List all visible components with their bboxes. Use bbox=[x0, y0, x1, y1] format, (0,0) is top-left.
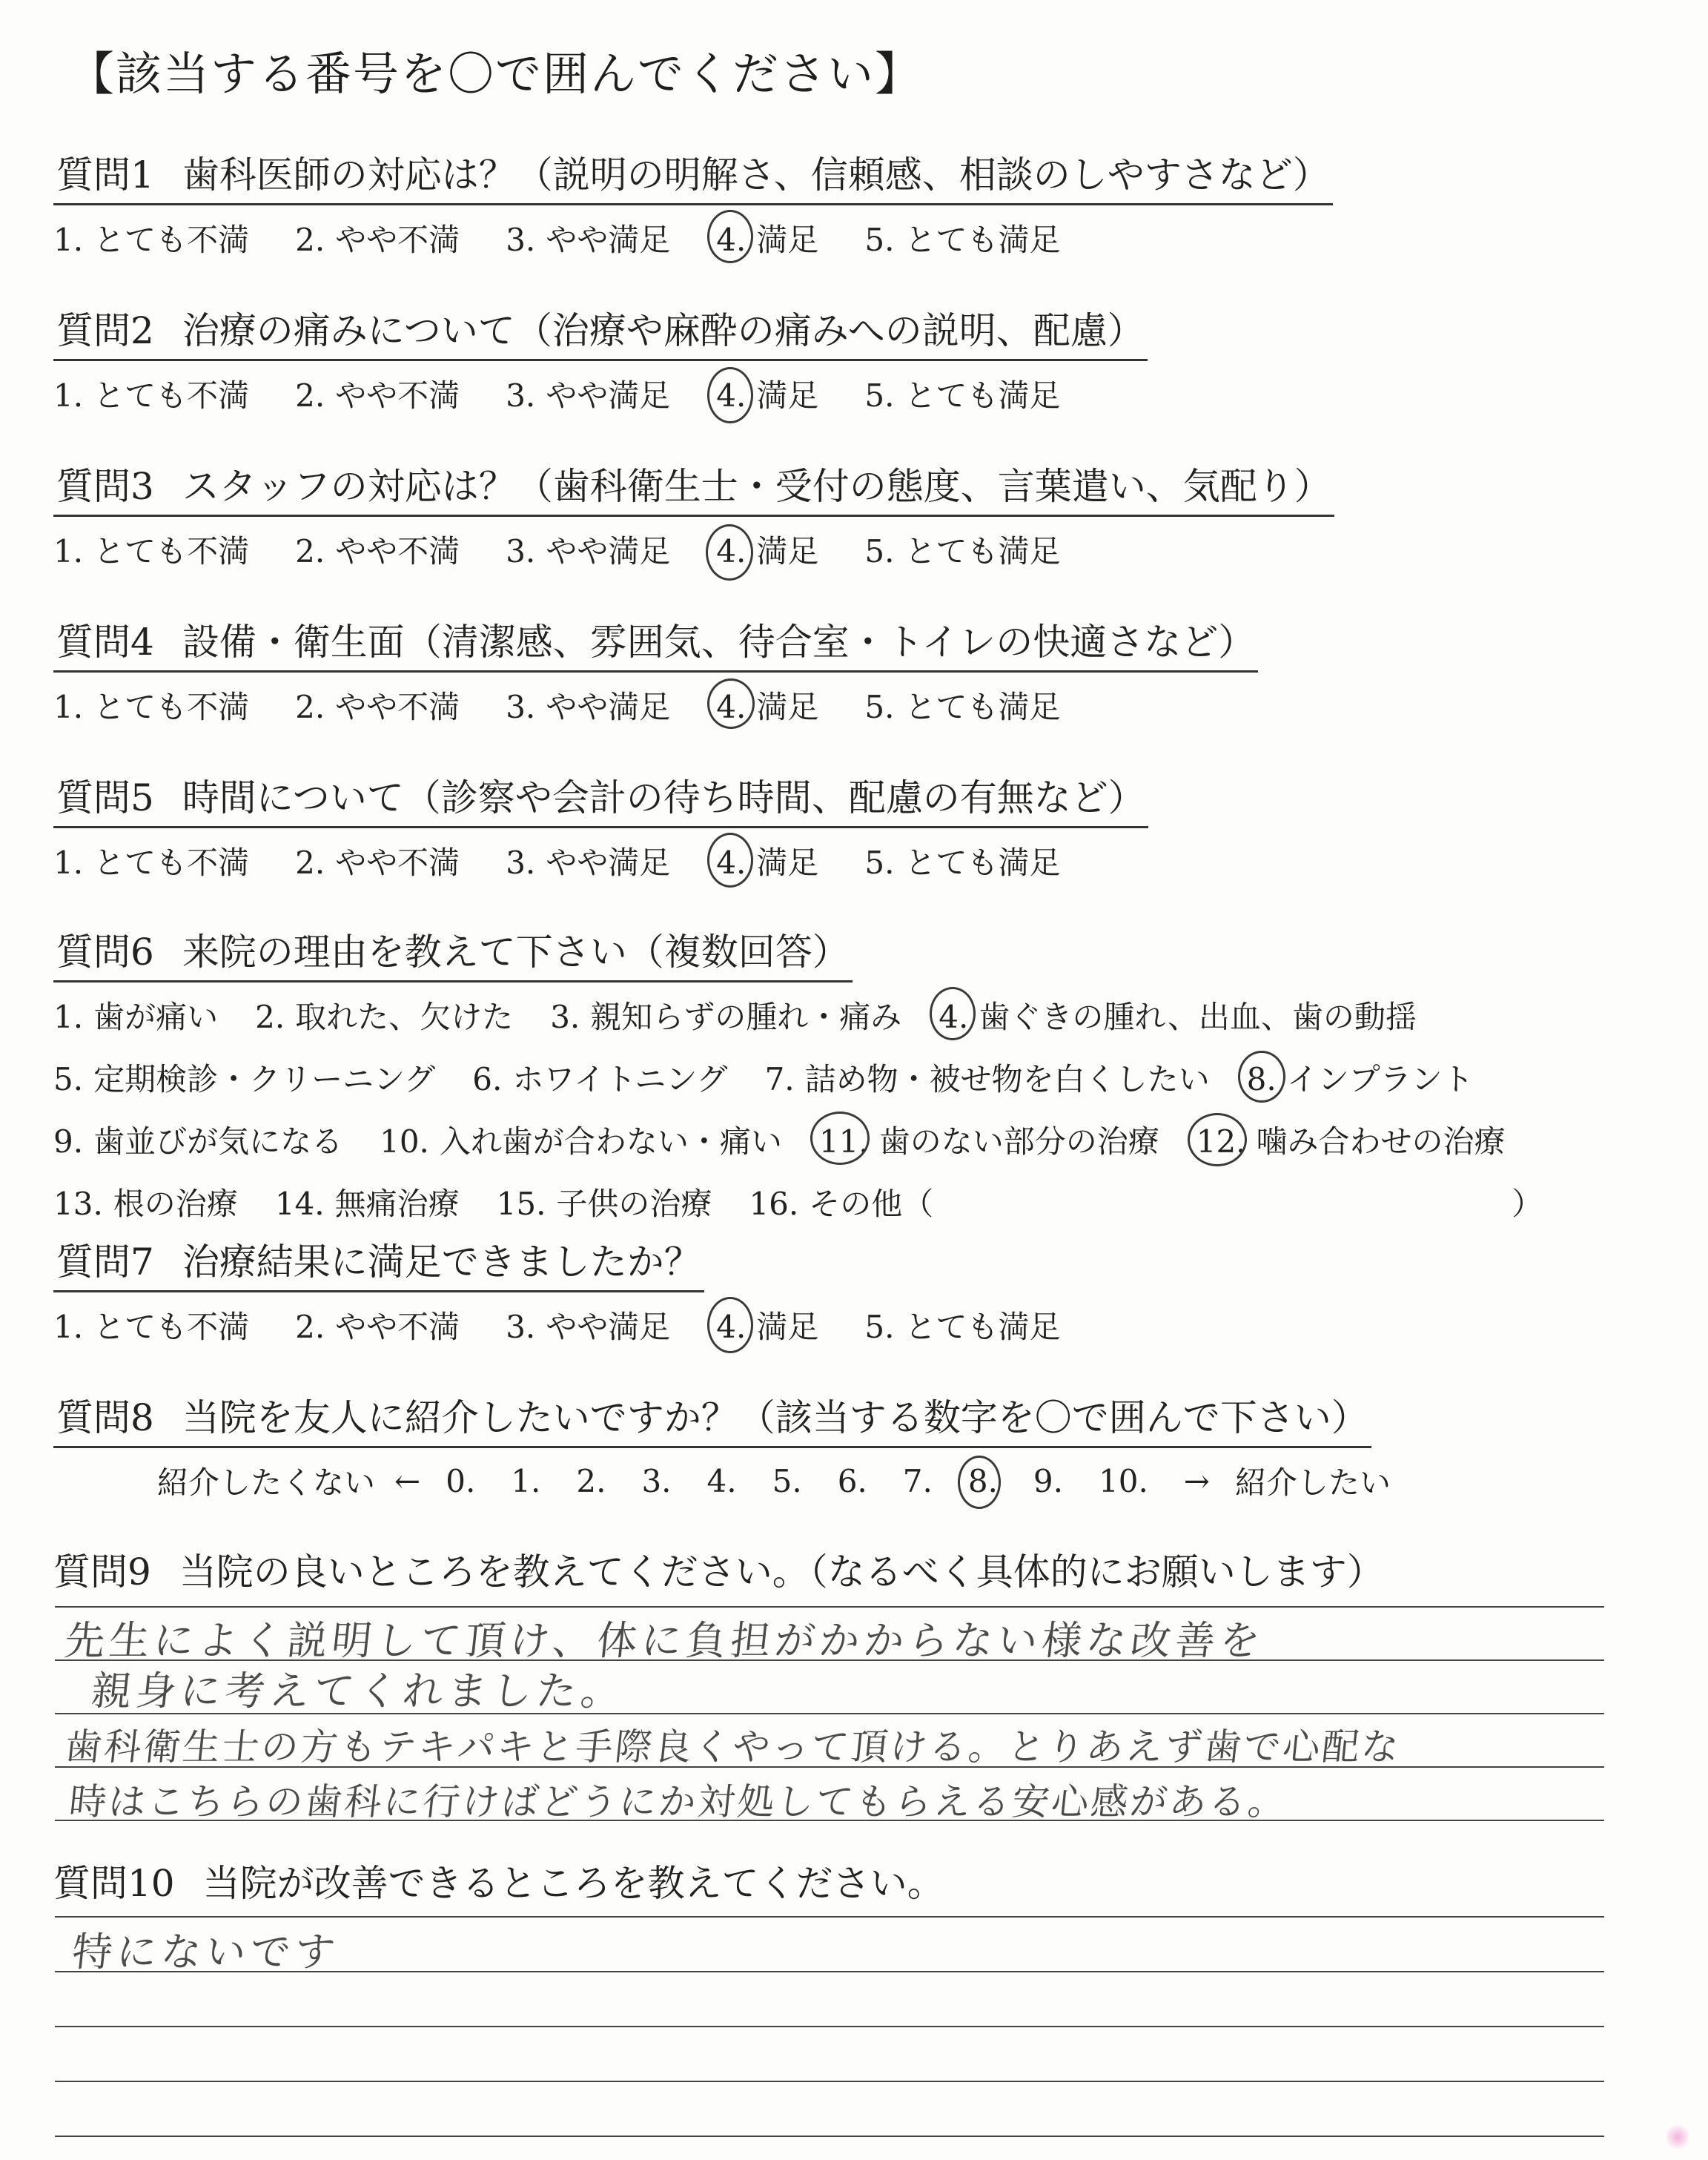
question-8 bbox=[53, 1388, 1410, 1503]
question-number: 質問2 bbox=[56, 309, 154, 352]
option-1[interactable]: 1. とても不満 bbox=[53, 1309, 250, 1345]
answer-box-q10[interactable] bbox=[55, 1916, 1604, 2138]
option-4-selected[interactable]: 4. 満足 bbox=[716, 1303, 818, 1347]
pink-mark bbox=[1666, 2122, 1689, 2152]
reason-6[interactable]: 6. ホワイトニング bbox=[472, 1061, 728, 1097]
other-close-paren: ） bbox=[1512, 1186, 1543, 1222]
question-text: 治療結果に満足できましたか？ bbox=[182, 1241, 701, 1284]
option-1[interactable]: 1. とても不満 bbox=[53, 689, 250, 725]
question-3-title bbox=[53, 457, 1334, 517]
option-5[interactable]: 5. とても満足 bbox=[864, 533, 1061, 569]
rating-options bbox=[53, 216, 1333, 260]
reason-1[interactable]: 1. 歯が痛い bbox=[53, 999, 219, 1035]
question-9-title bbox=[53, 1542, 1384, 1596]
option-3[interactable]: 3. やや満足 bbox=[506, 377, 671, 414]
question-number: 質問9 bbox=[53, 1550, 151, 1593]
question-5 bbox=[53, 768, 1148, 883]
rating-options bbox=[53, 683, 1258, 727]
option-2[interactable]: 2. やや不満 bbox=[295, 377, 460, 414]
writing-line bbox=[55, 2026, 1604, 2027]
handwritten-answer-line: 時はこちらの歯科に行けばどうにか対処してもらえる安心感がある。 bbox=[67, 1780, 1290, 1823]
option-1[interactable]: 1. とても不満 bbox=[53, 222, 250, 258]
scale-6[interactable]: 6. bbox=[837, 1462, 867, 1499]
rating-options bbox=[53, 371, 1148, 416]
option-2[interactable]: 2. やや不満 bbox=[295, 533, 460, 569]
question-number: 質問10 bbox=[53, 1862, 175, 1905]
right-arrow-icon: → bbox=[1183, 1462, 1210, 1499]
question-number: 質問5 bbox=[56, 776, 154, 819]
page-title: 【該当する番号を〇で囲んでください】 bbox=[68, 47, 923, 101]
reason-13[interactable]: 13. 根の治療 bbox=[53, 1186, 238, 1222]
handwritten-answer-line: 特にないです bbox=[70, 1929, 342, 1975]
option-4-selected[interactable]: 4. 満足 bbox=[716, 216, 818, 260]
scale-1[interactable]: 1. bbox=[511, 1462, 541, 1499]
option-4-selected[interactable]: 4. 満足 bbox=[716, 371, 818, 416]
scale-8-selected[interactable]: 8. bbox=[968, 1463, 998, 1499]
option-4-selected[interactable]: 4. 満足 bbox=[716, 683, 818, 727]
question-8-title bbox=[53, 1388, 1371, 1448]
option-5[interactable]: 5. とても満足 bbox=[864, 222, 1061, 258]
handwritten-answer-line: 歯科衛生士の方もテキパキと手際良くやって頂ける。とりあえず歯で心配な bbox=[62, 1725, 1403, 1768]
option-3[interactable]: 3. やや満足 bbox=[506, 1309, 671, 1345]
option-2[interactable]: 2. やや不満 bbox=[295, 222, 460, 258]
question-4 bbox=[53, 612, 1258, 727]
option-5[interactable]: 5. とても満足 bbox=[864, 845, 1061, 881]
option-1[interactable]: 1. とても不満 bbox=[53, 533, 250, 569]
question-text: 治療の痛みについて（治療や麻酔の痛みへの説明、配慮） bbox=[182, 309, 1145, 352]
question-number: 質問4 bbox=[56, 621, 154, 664]
scale-2[interactable]: 2. bbox=[576, 1462, 606, 1499]
question-text: 当院を友人に紹介したいですか？（該当する数字を〇で囲んで下さい） bbox=[182, 1396, 1368, 1439]
reason-row bbox=[53, 1055, 1543, 1100]
scale-4[interactable]: 4. bbox=[706, 1462, 737, 1499]
question-7-title bbox=[53, 1232, 704, 1292]
reason-9[interactable]: 9. 歯並びが気になる bbox=[53, 1123, 343, 1160]
scale-3[interactable]: 3. bbox=[641, 1462, 672, 1499]
reason-row bbox=[53, 1180, 1543, 1224]
handwritten-answer-line: 親身に考えてくれました。 bbox=[89, 1668, 628, 1714]
reason-4-selected[interactable]: 4. 歯ぐきの腫れ、出血、歯の動揺 bbox=[939, 993, 1417, 1037]
scale-right-label: 紹介したい bbox=[1235, 1464, 1391, 1501]
option-3[interactable]: 3. やや満足 bbox=[506, 689, 671, 725]
question-text: 当院が改善できるところを教えてください。 bbox=[202, 1862, 944, 1905]
writing-line bbox=[55, 1606, 1604, 1608]
question-text: 時間について（診察や会計の待ち時間、配慮の有無など） bbox=[182, 776, 1145, 819]
scale-5[interactable]: 5. bbox=[772, 1462, 802, 1499]
question-4-title bbox=[53, 612, 1258, 673]
option-3[interactable]: 3. やや満足 bbox=[506, 222, 671, 258]
question-10-title bbox=[53, 1854, 944, 1907]
answer-box-q9[interactable] bbox=[55, 1606, 1604, 1821]
option-1[interactable]: 1. とても不満 bbox=[53, 845, 250, 881]
scale-9[interactable]: 9. bbox=[1033, 1462, 1063, 1499]
question-number: 質問6 bbox=[56, 931, 154, 974]
option-2[interactable]: 2. やや不満 bbox=[295, 845, 460, 881]
option-3[interactable]: 3. やや満足 bbox=[506, 533, 671, 569]
reason-2[interactable]: 2. 取れた、欠けた bbox=[255, 999, 514, 1035]
reason-5[interactable]: 5. 定期検診・クリーニング bbox=[53, 1061, 436, 1097]
reason-row bbox=[53, 993, 1543, 1037]
option-5[interactable]: 5. とても満足 bbox=[864, 377, 1061, 414]
question-7 bbox=[53, 1232, 1106, 1347]
question-text: 当院の良いところを教えてください。（なるべく具体的にお願いします） bbox=[179, 1550, 1384, 1593]
scale-0[interactable]: 0. bbox=[446, 1462, 476, 1499]
question-number: 質問1 bbox=[56, 153, 154, 196]
question-2 bbox=[53, 301, 1148, 416]
writing-line bbox=[55, 2136, 1604, 2137]
other-answer-field[interactable] bbox=[933, 1180, 1512, 1224]
question-number: 質問7 bbox=[56, 1241, 154, 1284]
reason-14[interactable]: 14. 無痛治療 bbox=[274, 1186, 460, 1222]
question-9 bbox=[53, 1542, 1384, 1596]
reason-8-selected[interactable]: 8. インプラント bbox=[1247, 1055, 1474, 1100]
question-text: 設備・衛生面（清潔感、雰囲気、待合室・トイレの快適さなど） bbox=[182, 621, 1256, 664]
reason-12-selected[interactable]: 12. 噛み合わせの治療 bbox=[1196, 1117, 1506, 1162]
question-2-title bbox=[53, 301, 1148, 361]
scale-left-label: 紹介したくない bbox=[157, 1464, 376, 1501]
question-1-title bbox=[53, 145, 1333, 205]
reason-options bbox=[53, 993, 1543, 1224]
question-10 bbox=[53, 1854, 944, 1907]
rating-options bbox=[53, 1303, 1106, 1347]
question-number: 質問8 bbox=[56, 1396, 154, 1439]
question-1 bbox=[53, 145, 1333, 260]
option-3[interactable]: 3. やや満足 bbox=[506, 845, 671, 881]
option-2[interactable]: 2. やや不満 bbox=[295, 1309, 460, 1345]
scale-10[interactable]: 10. bbox=[1099, 1462, 1148, 1499]
option-2[interactable]: 2. やや不満 bbox=[295, 689, 460, 725]
reason-row bbox=[53, 1117, 1543, 1162]
writing-line bbox=[55, 1916, 1604, 1918]
reason-7[interactable]: 7. 詰め物・被せ物を白くしたい bbox=[764, 1061, 1210, 1097]
reason-10[interactable]: 10. 入れ歯が合わない・痛い bbox=[380, 1123, 782, 1160]
recommend-scale bbox=[157, 1459, 1410, 1503]
reason-15[interactable]: 15. 子供の治療 bbox=[496, 1186, 712, 1222]
question-text: 来院の理由を教えて下さい（複数回答） bbox=[182, 931, 850, 974]
question-number: 質問3 bbox=[56, 465, 154, 508]
handwritten-answer-line: 先生によく説明して頂け、体に負担がかからない様な改善を bbox=[62, 1617, 1267, 1664]
option-4-selected[interactable]: 4. 満足 bbox=[716, 527, 818, 572]
left-arrow-icon: ← bbox=[394, 1462, 421, 1499]
option-5[interactable]: 5. とても満足 bbox=[864, 689, 1061, 725]
rating-options bbox=[53, 527, 1334, 572]
option-1[interactable]: 1. とても不満 bbox=[53, 377, 250, 414]
reason-11-selected[interactable]: 11. 歯のない部分の治療 bbox=[819, 1117, 1159, 1162]
question-3 bbox=[53, 457, 1334, 572]
option-4-selected[interactable]: 4. 満足 bbox=[716, 839, 818, 883]
question-6-title bbox=[53, 922, 853, 982]
writing-line bbox=[55, 2081, 1604, 2082]
option-5[interactable]: 5. とても満足 bbox=[864, 1309, 1061, 1345]
reason-3[interactable]: 3. 親知らずの腫れ・痛み bbox=[550, 999, 902, 1035]
rating-options bbox=[53, 839, 1148, 883]
question-5-title bbox=[53, 768, 1148, 828]
question-text: 歯科医師の対応は？（説明の明解さ、信頼感、相談のしやすさなど） bbox=[182, 153, 1330, 196]
scale-7[interactable]: 7. bbox=[902, 1462, 933, 1499]
question-text: スタッフの対応は？（歯科衛生士・受付の態度、言葉遣い、気配り） bbox=[182, 465, 1331, 508]
reason-16-other[interactable]: 16. その他（ bbox=[749, 1186, 934, 1222]
question-6 bbox=[53, 922, 1543, 1242]
